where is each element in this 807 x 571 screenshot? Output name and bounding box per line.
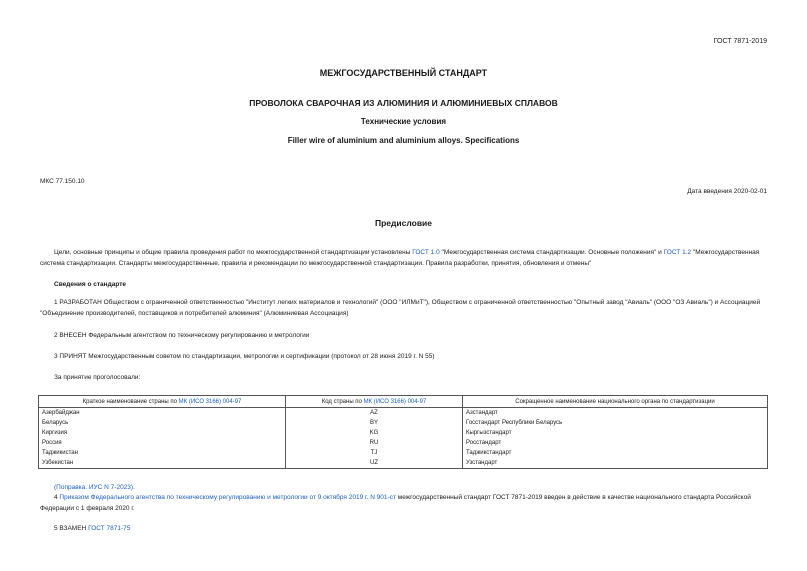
mk-iso-link-2[interactable]: МК (ИСО 3166) 004-97 — [363, 398, 427, 405]
table-row — [39, 418, 768, 428]
amendment-link[interactable]: (Поправка. ИУС N 7-2023). — [54, 484, 135, 491]
standard-kind-heading: МЕЖГОСУДАРСТВЕННЫЙ СТАНДАРТ — [319, 68, 488, 78]
body-cell: Кыргызстандарт — [463, 428, 768, 438]
header-country-code — [286, 396, 463, 408]
item-5-text: 5 ВЗАМЕН — [54, 525, 89, 532]
voted-for-label: За принятие проголосовали: — [54, 374, 141, 381]
item-4-text: межгосударственный стандарт ГОСТ 7871-2019 введен в действие в качестве национального стандарта Российской Федерации с 1 февраля 2020 г. — [40, 494, 751, 512]
item-2-submitted: 2 ВНЕСЕН Федеральным агентством по техническому регулированию и метрологии — [54, 332, 310, 339]
code-cell: BY — [286, 418, 463, 428]
body-cell: Узстандарт — [463, 458, 768, 469]
header-country-text: Краткое наименование страны по — [82, 398, 179, 405]
standard-subtitle: Технические условия — [360, 117, 447, 126]
mk-iso-link-1[interactable]: МК (ИСО 3166) 004-97 — [178, 398, 242, 405]
country-cell: Киргизия — [39, 428, 286, 438]
introduction-date: Дата введения 2020-02-01 — [687, 188, 767, 195]
body-cell: Азстандарт — [463, 408, 768, 419]
gost-1-0-link[interactable]: ГОСТ 1.0 — [412, 249, 440, 256]
table-row — [39, 458, 768, 469]
intro-text-end: "Межгосударственная система стандартизации. Стандарты межгосударственные, правила и рекомендации по межгосударственной стандартизации. Правила разработки, принятия, обновления и отмены" — [40, 249, 760, 267]
gost-1-2-link[interactable]: ГОСТ 1.2 — [663, 249, 692, 256]
order-link[interactable]: Приказом Федерального агентства по техническому регулированию и метрологии от 9 октября 2019 г. N 901-ст — [59, 494, 396, 501]
intro-text-start: Цели, основные принципы и общие правила проведения работ по межгосударственной стандартизации установлены — [54, 249, 413, 256]
intro-text-middle: "Межгосударственная система стандартизации. Основные положения" и — [439, 249, 664, 256]
preface-intro-paragraph — [40, 248, 770, 269]
gost-7871-75-link[interactable]: ГОСТ 7871-75 — [88, 525, 131, 532]
table-header-row — [39, 396, 768, 408]
table-row — [39, 428, 768, 438]
item-1-developed: 1 РАЗРАБОТАН Обществом с ограниченной ответственностью "Институт легких материалов и технологий" (ООО "ИЛМиТ"), Обществом с ограниченной ответственностью "Опытный завод "Авиаль" (ООО "ОЗ Авиаль") и Ассоциацией "Объединение производителей, поставщиков и потребителей алюминия" (Алюминиевая Ассоциация) — [40, 299, 761, 317]
code-cell: TJ — [286, 448, 463, 458]
document-code: ГОСТ 7871-2019 — [713, 38, 767, 45]
code-cell: UZ — [286, 458, 463, 469]
item-3-adopted: 3 ПРИНЯТ Межгосударственным советом по стандартизации, метрологии и сертификации (протокол от 28 июня 2019 г. N 55) — [54, 353, 435, 360]
country-cell: Беларусь — [39, 418, 286, 428]
code-cell: AZ — [286, 408, 463, 419]
table-row — [39, 408, 768, 419]
header-country-name — [39, 396, 286, 408]
voting-countries-table — [38, 395, 768, 469]
country-cell: Россия — [39, 438, 286, 448]
body-cell: Таджикстандарт — [463, 448, 768, 458]
item-4-number: 4 — [54, 494, 60, 501]
body-cell: Росстандарт — [463, 438, 768, 448]
country-cell: Азербайджан — [39, 408, 286, 419]
mks-code: МКС 77.150.10 — [40, 178, 85, 185]
code-cell: RU — [286, 438, 463, 448]
header-code-text: Код страны по — [321, 398, 364, 405]
body-cell: Госстандарт Республики Беларусь — [463, 418, 768, 428]
country-cell: Таджикистан — [39, 448, 286, 458]
standard-title: ПРОВОЛОКА СВАРОЧНАЯ ИЗ АЛЮМИНИЯ И АЛЮМИНИЕВЫХ СПЛАВОВ — [249, 98, 558, 108]
preface-heading: Предисловие — [374, 218, 433, 228]
standard-title-english: Filler wire of aluminium and aluminium alloys. Specifications — [287, 136, 520, 145]
code-cell: KG — [286, 428, 463, 438]
country-cell: Узбекистан — [39, 458, 286, 469]
table-row — [39, 448, 768, 458]
standard-info-heading: Сведения о стандарте — [54, 281, 127, 288]
item-4-enacted — [40, 493, 770, 514]
item-5-replaces — [40, 524, 770, 535]
table-row — [39, 438, 768, 448]
header-national-body: Сокращенное наименование национального органа по стандартизации — [463, 396, 768, 408]
